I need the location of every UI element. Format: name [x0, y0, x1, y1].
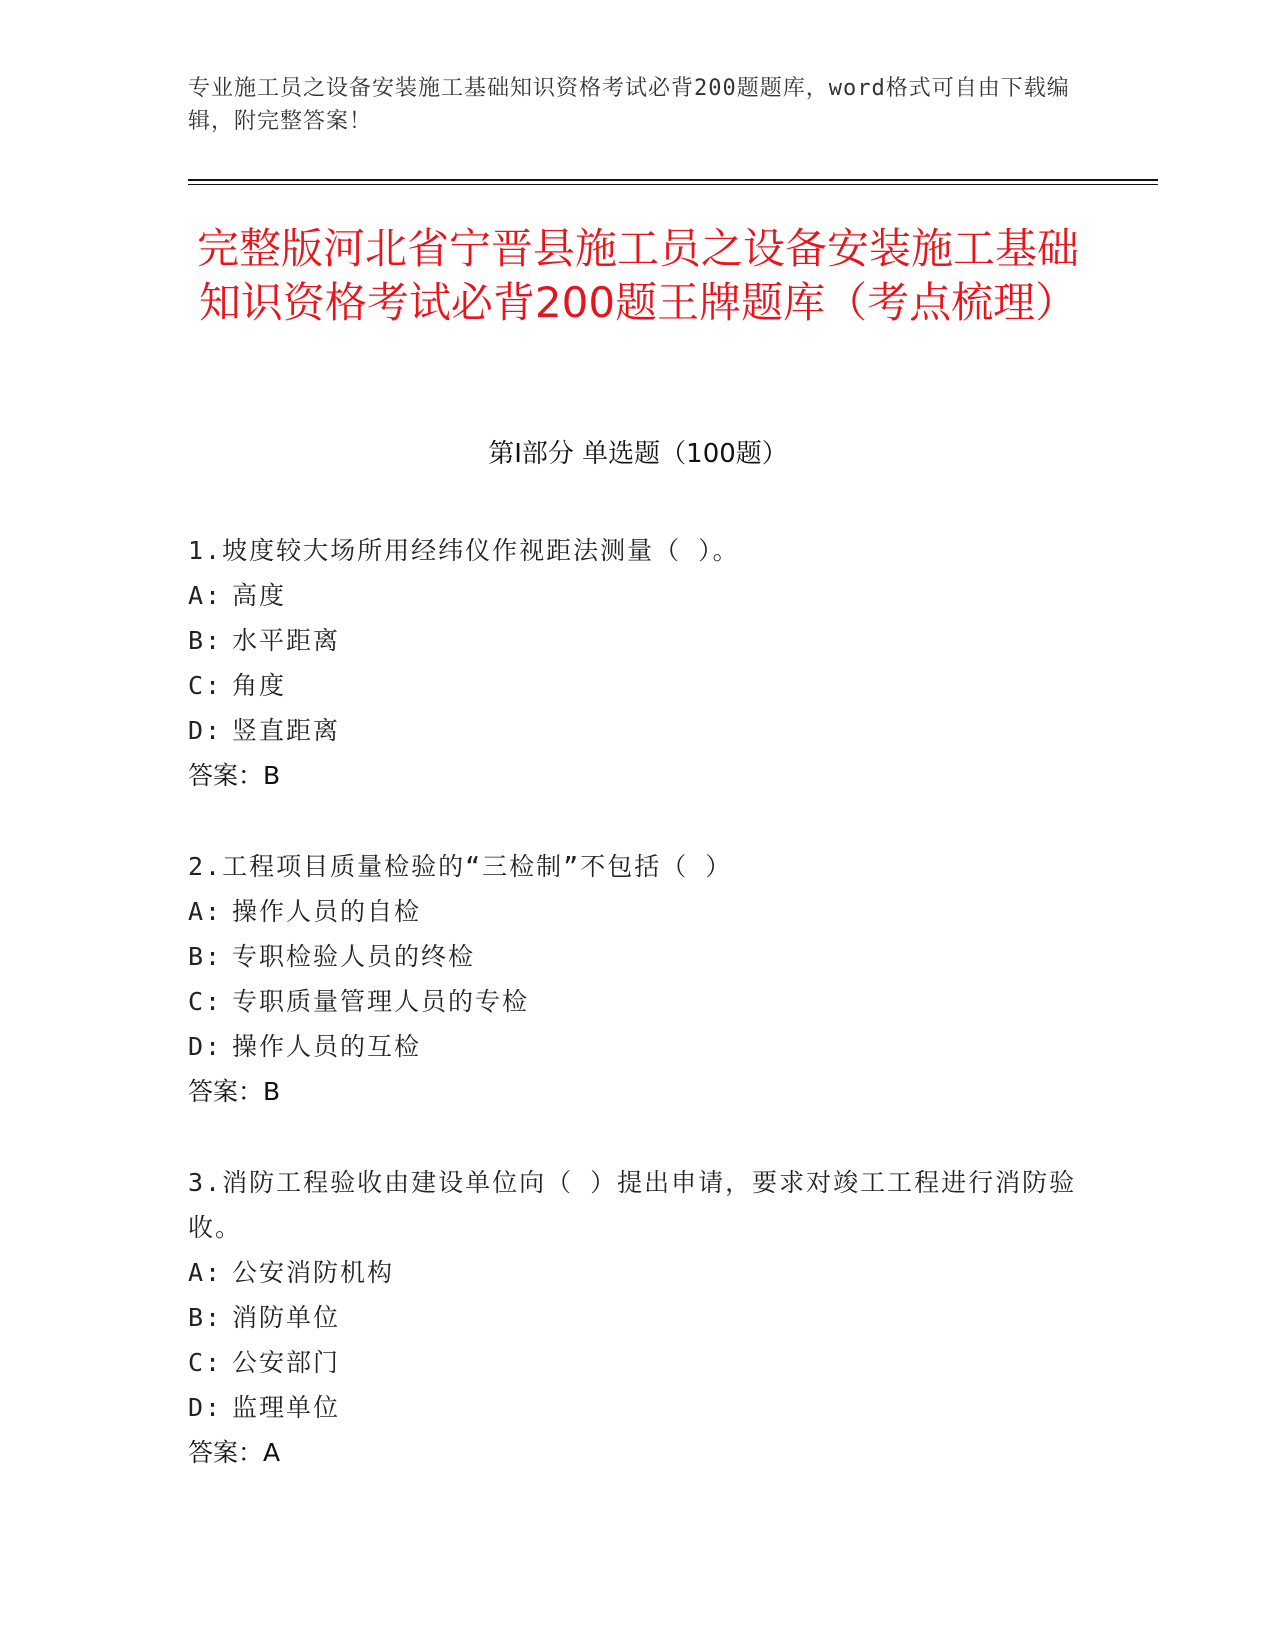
option-text: 专职检验人员的终检 — [232, 942, 476, 971]
question-stem: 2.工程项目质量检验的“三检制”不包括（ ） — [188, 852, 733, 881]
option-letter: D: — [188, 716, 223, 745]
option-text: 操作人员的自检 — [232, 897, 422, 926]
option-b — [188, 934, 1088, 979]
option-letter: A: — [188, 581, 223, 610]
option-text: 公安部门 — [232, 1348, 341, 1377]
option-letter: B: — [188, 942, 223, 971]
option-letter: C: — [188, 1348, 223, 1377]
answer-line: 答案：A — [188, 1438, 281, 1467]
section-title: 第Ⅰ部分 单选题（100题） — [488, 439, 788, 469]
option-text: 专职质量管理人员的专检 — [232, 987, 530, 1016]
answer-line: 答案：B — [188, 761, 281, 790]
option-c — [188, 979, 1088, 1024]
question-2 — [188, 844, 1088, 1114]
option-d — [188, 1385, 1088, 1430]
option-text: 角度 — [232, 671, 287, 700]
option-a — [188, 573, 1088, 618]
option-letter: D: — [188, 1032, 223, 1061]
option-d — [188, 1024, 1088, 1069]
option-d — [188, 708, 1088, 753]
question-stem: 3.消防工程验收由建设单位向（ ）提出申请，要求对竣工工程进行消防验收。 — [188, 1168, 1077, 1242]
option-letter: C: — [188, 987, 223, 1016]
option-a — [188, 1250, 1088, 1295]
option-letter: B: — [188, 626, 223, 655]
header-note: 专业施工员之设备安装施工基础知识资格考试必背200题题库，word格式可自由下载编辑，附完整答案！ — [188, 76, 1070, 134]
question-list — [188, 528, 1088, 1521]
option-a — [188, 889, 1088, 934]
document-title: 完整版河北省宁晋县施工员之设备安装施工基础知识资格考试必背200题王牌题库（考点梳理） — [196, 224, 1079, 327]
option-text: 操作人员的互检 — [232, 1032, 422, 1061]
option-c — [188, 663, 1088, 708]
option-letter: D: — [188, 1393, 223, 1422]
option-c — [188, 1340, 1088, 1385]
option-b — [188, 1295, 1088, 1340]
option-letter: B: — [188, 1303, 223, 1332]
header-rule-thick — [188, 179, 1158, 181]
option-letter: A: — [188, 1258, 223, 1287]
option-text: 高度 — [232, 581, 287, 610]
option-text: 公安消防机构 — [232, 1258, 395, 1287]
option-text: 竖直距离 — [232, 716, 341, 745]
option-text: 监理单位 — [232, 1393, 341, 1422]
option-letter: C: — [188, 671, 223, 700]
question-stem: 1.坡度较大场所用经纬仪作视距法测量（ ）。 — [188, 536, 740, 565]
question-1 — [188, 528, 1088, 798]
option-text: 水平距离 — [232, 626, 341, 655]
option-text: 消防单位 — [232, 1303, 341, 1332]
option-b — [188, 618, 1088, 663]
header-rule-thin — [188, 184, 1158, 185]
answer-line: 答案：B — [188, 1077, 281, 1106]
question-3 — [188, 1160, 1088, 1475]
option-letter: A: — [188, 897, 223, 926]
